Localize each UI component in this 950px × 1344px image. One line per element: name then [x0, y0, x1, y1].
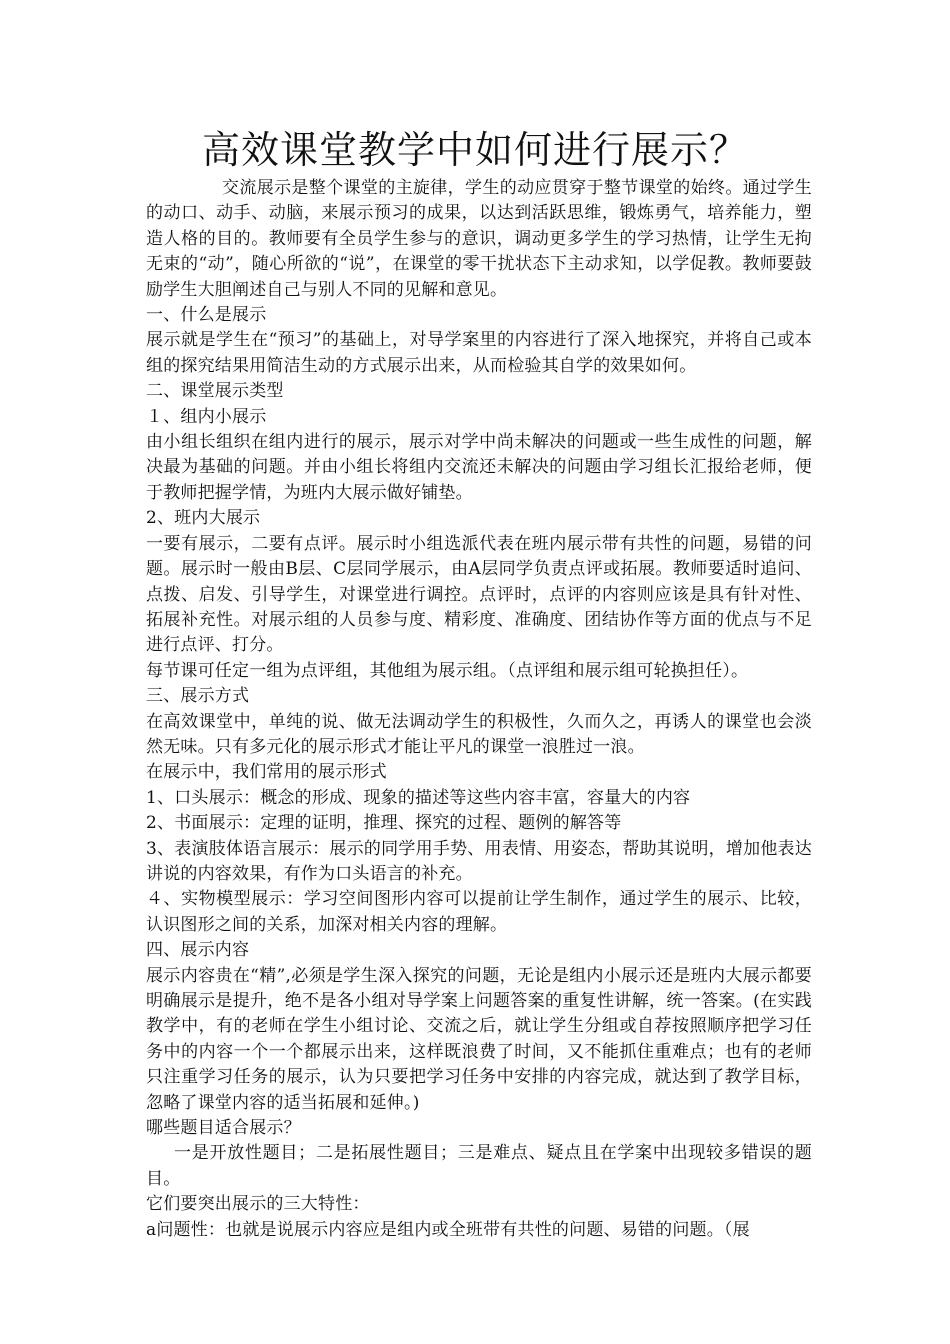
paragraph: 一是开放性题目；二是拓展性题目；三是难点、疑点且在学案中出现较多错误的题目。	[146, 1143, 812, 1189]
paragraph: 展示就是学生在“预习”的基础上，对导学案里的内容进行了深入地探究，并将自己或本组的探究结果用简洁生动的方式展示出来，从而检验其自学的效果如何。	[146, 330, 812, 376]
document-title: 高效课堂教学中如何进行展示？	[201, 128, 748, 172]
list-item: 3、表演肢体语言展示：展示的同学用手势、用表情、用姿态，帮助其说明，增加他表达讲说的内容效果，有作为口头语言的补充。	[146, 838, 812, 884]
subheading-class-display: 2、班内大展示	[146, 508, 261, 529]
section-heading-display-methods: 三、展示方式	[146, 686, 250, 707]
paragraph: 它们要突出展示的三大特性：	[146, 1194, 370, 1215]
paragraph: 每节课可任定一组为点评组，其他组为展示组。（点评组和展示组可轮换担任）。	[146, 660, 749, 681]
subheading-group-display: １、组内小展示	[146, 406, 267, 427]
section-heading-display-content: 四、展示内容	[146, 940, 250, 961]
question-heading: 哪些题目适合展示？	[146, 1118, 301, 1139]
list-item: ４、实物模型展示：学习空间图形内容可以提前让学生制作，通过学生的展示、比较，认识图形之间的关系，加深对相关内容的理解。	[146, 889, 812, 935]
section-heading-display-types: 二、课堂展示类型	[146, 381, 284, 402]
paragraph: 一要有展示，二要有点评。展示时小组选派代表在班内展示带有共性的问题，易错的问题。展示时一般由B层、C层同学展示，由A层同学负责点评或拓展。教师要适时追问、点拨、启发、引导学生，对课堂进行调控。点评时，点评的内容则应该是具有针对性、拓展补充性。对展示组的人员参与度、精彩度、准确度、团结协作等方面的优点与不足进行点评、打分。	[146, 533, 812, 656]
paragraph: 展示内容贵在“精”,必须是学生深入探究的问题，无论是组内小展示还是班内大展示都要明确展示是提升，绝不是各小组对导学案上问题答案的重复性讲解，统一答案。(在实践教学中，有的老师在学生小组讨论、交流之后，就让学生分组或自荐按照顺序把学习任务中的内容一个一个都展示出来，这样既浪费了时间，又不能抓住重难点；也有的老师只注重学习任务的展示，认为只要把学习任务中安排的内容完成，就达到了教学目标，忽略了课堂内容的适当拓展和延伸。)	[146, 965, 812, 1113]
list-item: 1、口头展示：概念的形成、现象的描述等这些内容丰富，容量大的内容	[146, 787, 691, 808]
paragraph: 由小组长组织在组内进行的展示，展示对学中尚未解决的问题或一些生成性的问题，解决最为基础的问题。并由小组长将组内交流还未解决的问题由学习组长汇报给老师，便于教师把握学情，为班内大展示做好铺垫。	[146, 432, 812, 503]
intro-paragraph: 交流展示是整个课堂的主旋律，学生的动应贯穿于整节课堂的始终。通过学生的动口、动手、动脑，来展示预习的成果，以达到活跃思维，锻炼勇气，培养能力，塑造人格的目的。教师要有全员学生参与的意识，调动更多学生的学习热情，让学生无拘无束的“动”，随心所欲的“说”，在课堂的零干扰状态下主动求知，以学促教。教师要鼓励学生大胆阐述自己与别人不同的见解和意见。	[146, 178, 812, 300]
paragraph: 在展示中，我们常用的展示形式	[146, 762, 387, 783]
section-heading-what-is-display: 一、什么是展示	[146, 305, 267, 326]
paragraph: a问题性：也就是说展示内容应是组内或全班带有共性的问题、易错的问题。（展	[146, 1219, 750, 1240]
document-body	[146, 176, 812, 1243]
list-item: 2、书面展示：定理的证明，推理、探究的过程、题例的解答等	[146, 813, 622, 834]
paragraph: 在高效课堂中，单纯的说、做无法调动学生的积极性，久而久之，再诱人的课堂也会淡然无味。只有多元化的展示形式才能让平凡的课堂一浪胜过一浪。	[146, 711, 812, 757]
